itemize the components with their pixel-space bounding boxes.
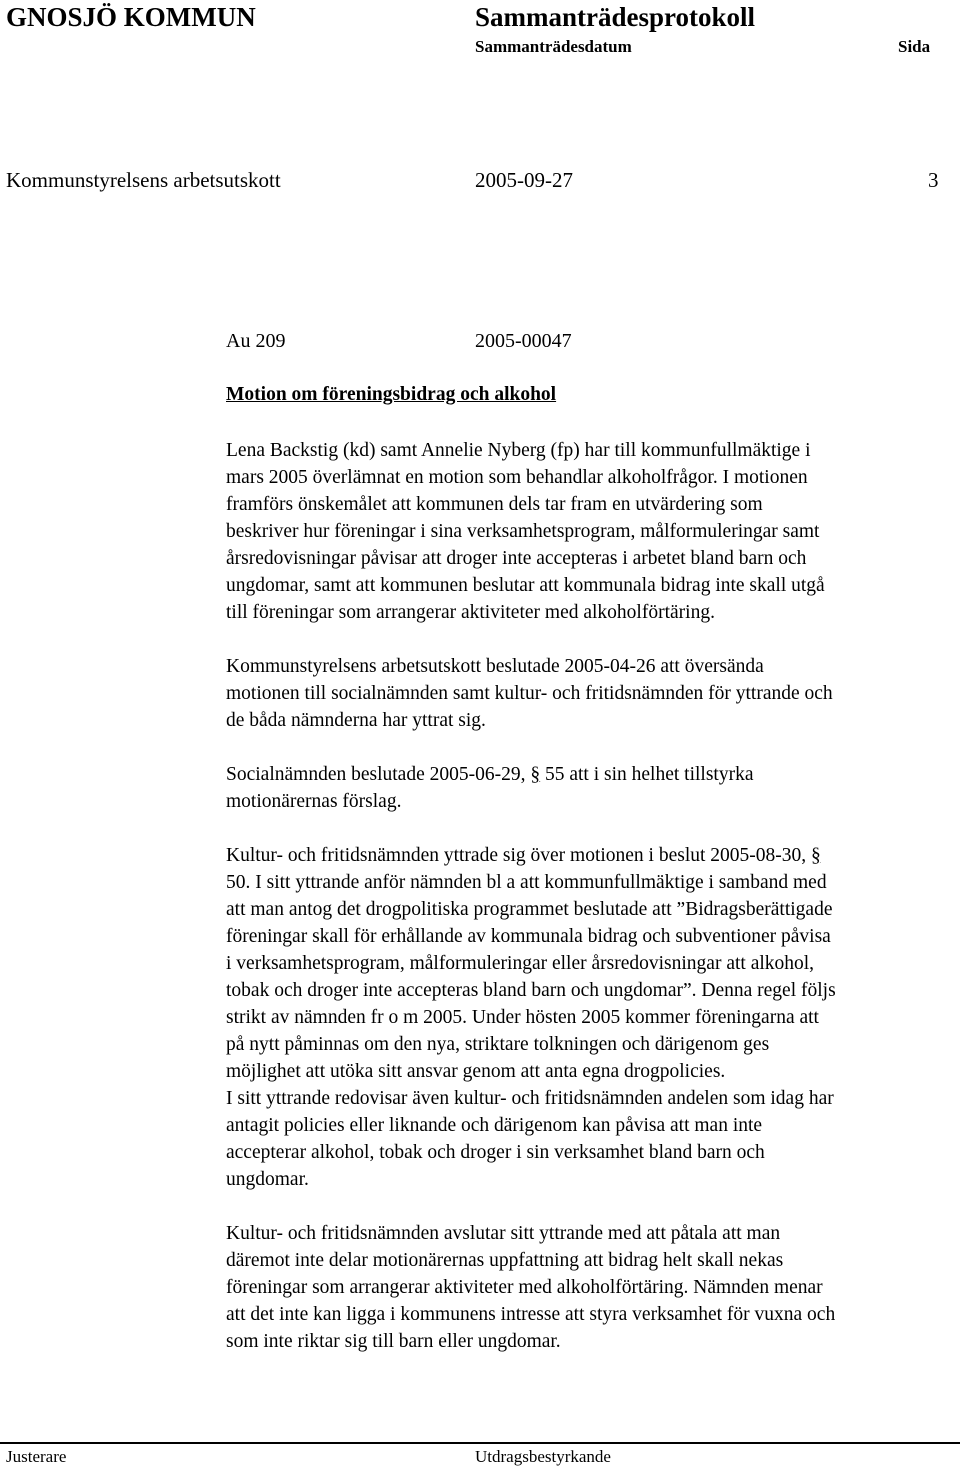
- footer-justerare: Justerare: [6, 1447, 67, 1466]
- text-line: att man antog det drogpolitiska programmet beslutade att ”Bidragsberättigade: [226, 899, 833, 920]
- committee-name: Kommunstyrelsens arbetsutskott: [6, 168, 281, 192]
- text-line: föreningar skall för erhållande av kommunala bidrag och subventioner påvisa: [226, 926, 831, 947]
- page-label: Sida: [898, 37, 931, 56]
- paragraph: [226, 1220, 958, 1355]
- paragraph-sign: §: [530, 764, 541, 785]
- text-line: motionärernas förslag.: [226, 791, 402, 812]
- text-line: Socialnämnden beslutade 2005-06-29, § 55 att i sin helhet tillstyrka: [226, 764, 754, 785]
- diary-number: 2005-00047: [475, 330, 572, 352]
- page-number: 3: [928, 168, 939, 192]
- text-line: ungdomar.: [226, 1169, 309, 1190]
- text-line: 50. I sitt yttrande anför nämnden bl a att kommunfullmäktige i samband med: [226, 872, 827, 893]
- text-line: som inte riktar sig till barn eller ungdomar.: [226, 1331, 561, 1352]
- text-line: däremot inte delar motionärernas uppfattning att bidrag helt skall nekas: [226, 1250, 784, 1271]
- text-line: framförs önskemålet att kommunen dels tar fram en utvärdering som: [226, 494, 763, 515]
- org-name: GNOSJÖ KOMMUN: [6, 2, 256, 32]
- text-line: till föreningar som arrangerar aktiviteter med alkoholförtäring.: [226, 602, 715, 623]
- text-line: Kultur- och fritidsnämnden avslutar sitt yttrande med att påtala att man: [226, 1223, 781, 1244]
- footer-divider: [0, 1442, 960, 1444]
- text-line: antagit policies eller liknande och därigenom kan påvisa att man inte: [226, 1115, 763, 1136]
- text-line: möjlighet att utöka sitt ansvar genom att anta egna drogpolicies.: [226, 1061, 726, 1082]
- text-line: strikt av nämnden fr o m 2005. Under hösten 2005 kommer föreningarna att: [226, 1007, 819, 1028]
- text-line: Kultur- och fritidsnämnden yttrade sig över motionen i beslut 2005-08-30, §: [226, 845, 821, 866]
- text-line: tobak och droger inte accepteras bland barn och ungdomar”. Denna regel följs: [226, 980, 836, 1001]
- document-body: [226, 437, 958, 1355]
- text-line: mars 2005 överlämnat en motion som behandlar alkoholfrågor. I motionen: [226, 467, 808, 488]
- text-line: I sitt yttrande redovisar även kultur- och fritidsnämnden andelen som idag har: [226, 1088, 834, 1109]
- text-line: föreningar som arrangerar aktiviteter med alkoholförtäring. Nämnden menar: [226, 1277, 823, 1298]
- paragraph-sign: §: [811, 845, 821, 866]
- text-line: Kommunstyrelsens arbetsutskott beslutade 2005-04-26 att översända: [226, 656, 764, 677]
- text-line: årsredovisningar påvisar att droger inte accepteras i arbetet bland barn och: [226, 548, 807, 569]
- paragraph: [226, 761, 958, 815]
- case-title: Motion om föreningsbidrag och alkohol: [226, 384, 557, 405]
- document-type: Sammanträdesprotokoll: [475, 2, 756, 32]
- text-line: accepterar alkohol, tobak och droger i sin verksamhet bland barn och: [226, 1142, 765, 1163]
- text-line: att det inte kan ligga i kommunens intresse att styra verksamhet för vuxna och: [226, 1304, 836, 1325]
- text-line: de båda nämnderna har yttrat sig.: [226, 710, 486, 731]
- text-line: beskriver hur föreningar i sina verksamhetsprogram, målformuleringar samt: [226, 521, 820, 542]
- meeting-date-label: Sammanträdesdatum: [475, 37, 632, 56]
- case-number: Au 209: [226, 330, 286, 352]
- text-line: ungdomar, samt att kommunen beslutar att kommunala bidrag inte skall utgå: [226, 575, 825, 596]
- footer-utdragsbestyrkande: Utdragsbestyrkande: [475, 1447, 611, 1466]
- paragraph: [226, 653, 958, 734]
- paragraph: [226, 842, 958, 1193]
- text-line: på nytt påminnas om den nya, striktare tolkningen och därigenom ges: [226, 1034, 770, 1055]
- meeting-date: 2005-09-27: [475, 168, 573, 192]
- text-line: motionen till socialnämnden samt kultur- och fritidsnämnden för yttrande och: [226, 683, 833, 704]
- text-line: i verksamhetsprogram, målformuleringar eller årsredovisningar att alkohol,: [226, 953, 815, 974]
- text-line: Lena Backstig (kd) samt Annelie Nyberg (fp) har till kommunfullmäktige i: [226, 440, 811, 461]
- paragraph: [226, 437, 958, 626]
